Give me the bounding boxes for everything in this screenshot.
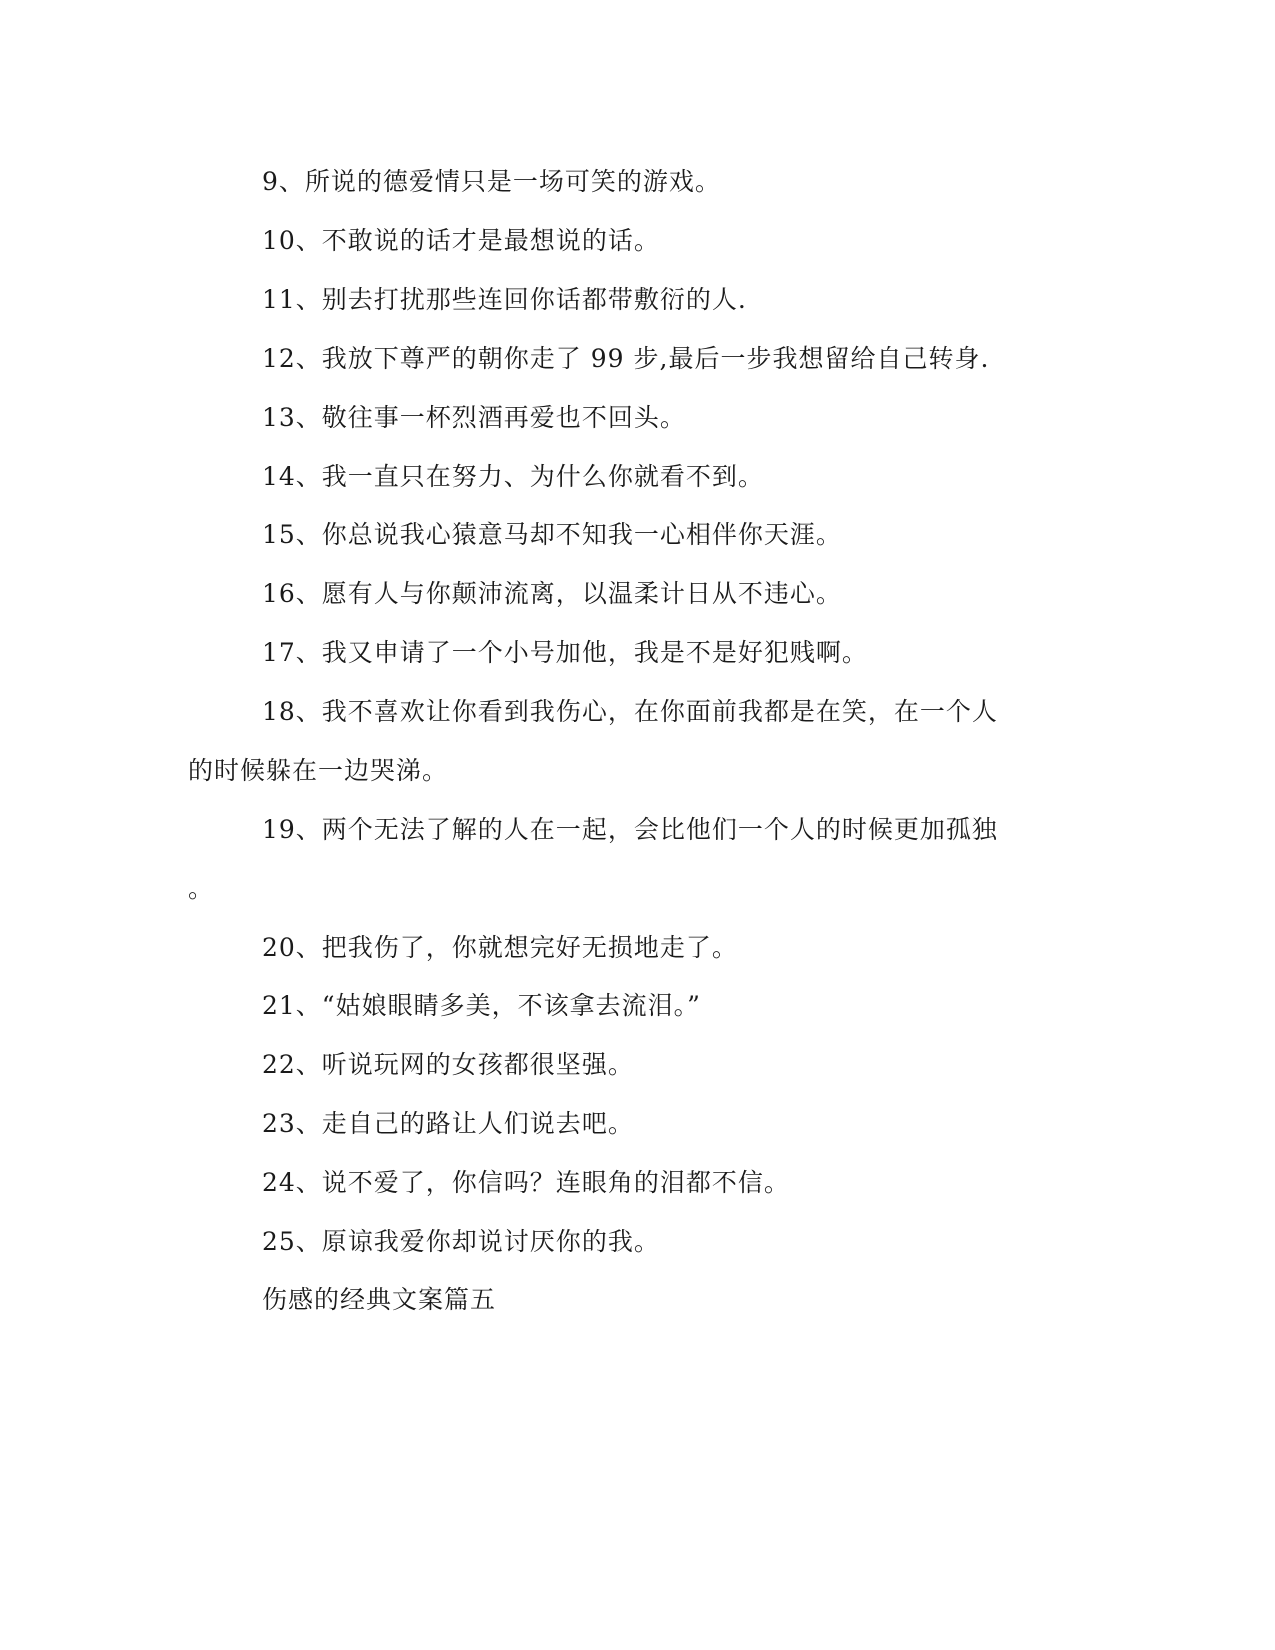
text-line-item-23: 23、走自己的路让人们说去吧。 [262, 1109, 634, 1138]
text-line-item-12: 12、我放下尊严的朝你走了 99 步,最后一步我想留给自己转身. [262, 344, 990, 373]
text-line-item-22: 22、听说玩网的女孩都很坚强。 [262, 1050, 634, 1079]
text-line-item-18-cont: 的时候躲在一边哭涕。 [188, 756, 449, 785]
text-line-item-9: 9、所说的德爱情只是一场可笑的游戏。 [262, 167, 721, 196]
text-line-item-15: 15、你总说我心猿意马却不知我一心相伴你天涯。 [262, 520, 842, 549]
text-line-item-19-cont: 。 [188, 874, 215, 903]
text-line-item-18: 18、我不喜欢让你看到我伤心，在你面前我都是在笑，在一个人 [262, 697, 998, 726]
text-line-item-25: 25、原谅我爱你却说讨厌你的我。 [262, 1227, 660, 1256]
text-line-item-19: 19、两个无法了解的人在一起，会比他们一个人的时候更加孤独 [262, 815, 998, 844]
text-line-item-16: 16、愿有人与你颠沛流离，以温柔计日从不违心。 [262, 579, 842, 608]
text-line-item-20: 20、把我伤了，你就想完好无损地走了。 [262, 933, 738, 962]
section-heading: 伤感的经典文案篇五 [262, 1285, 497, 1314]
text-line-item-21: 21、“姑娘眼睛多美，不该拿去流泪。” [262, 991, 701, 1020]
text-line-item-24: 24、说不爱了，你信吗？连眼角的泪都不信。 [262, 1168, 790, 1197]
text-line-item-11: 11、别去打扰那些连回你话都带敷衍的人. [262, 285, 747, 314]
text-line-item-13: 13、敬往事一杯烈酒再爱也不回头。 [262, 403, 686, 432]
text-line-item-17: 17、我又申请了一个小号加他，我是不是好犯贱啊。 [262, 638, 868, 667]
text-line-item-14: 14、我一直只在努力、为什么你就看不到。 [262, 462, 764, 491]
text-line-item-10: 10、不敢说的话才是最想说的话。 [262, 226, 660, 255]
